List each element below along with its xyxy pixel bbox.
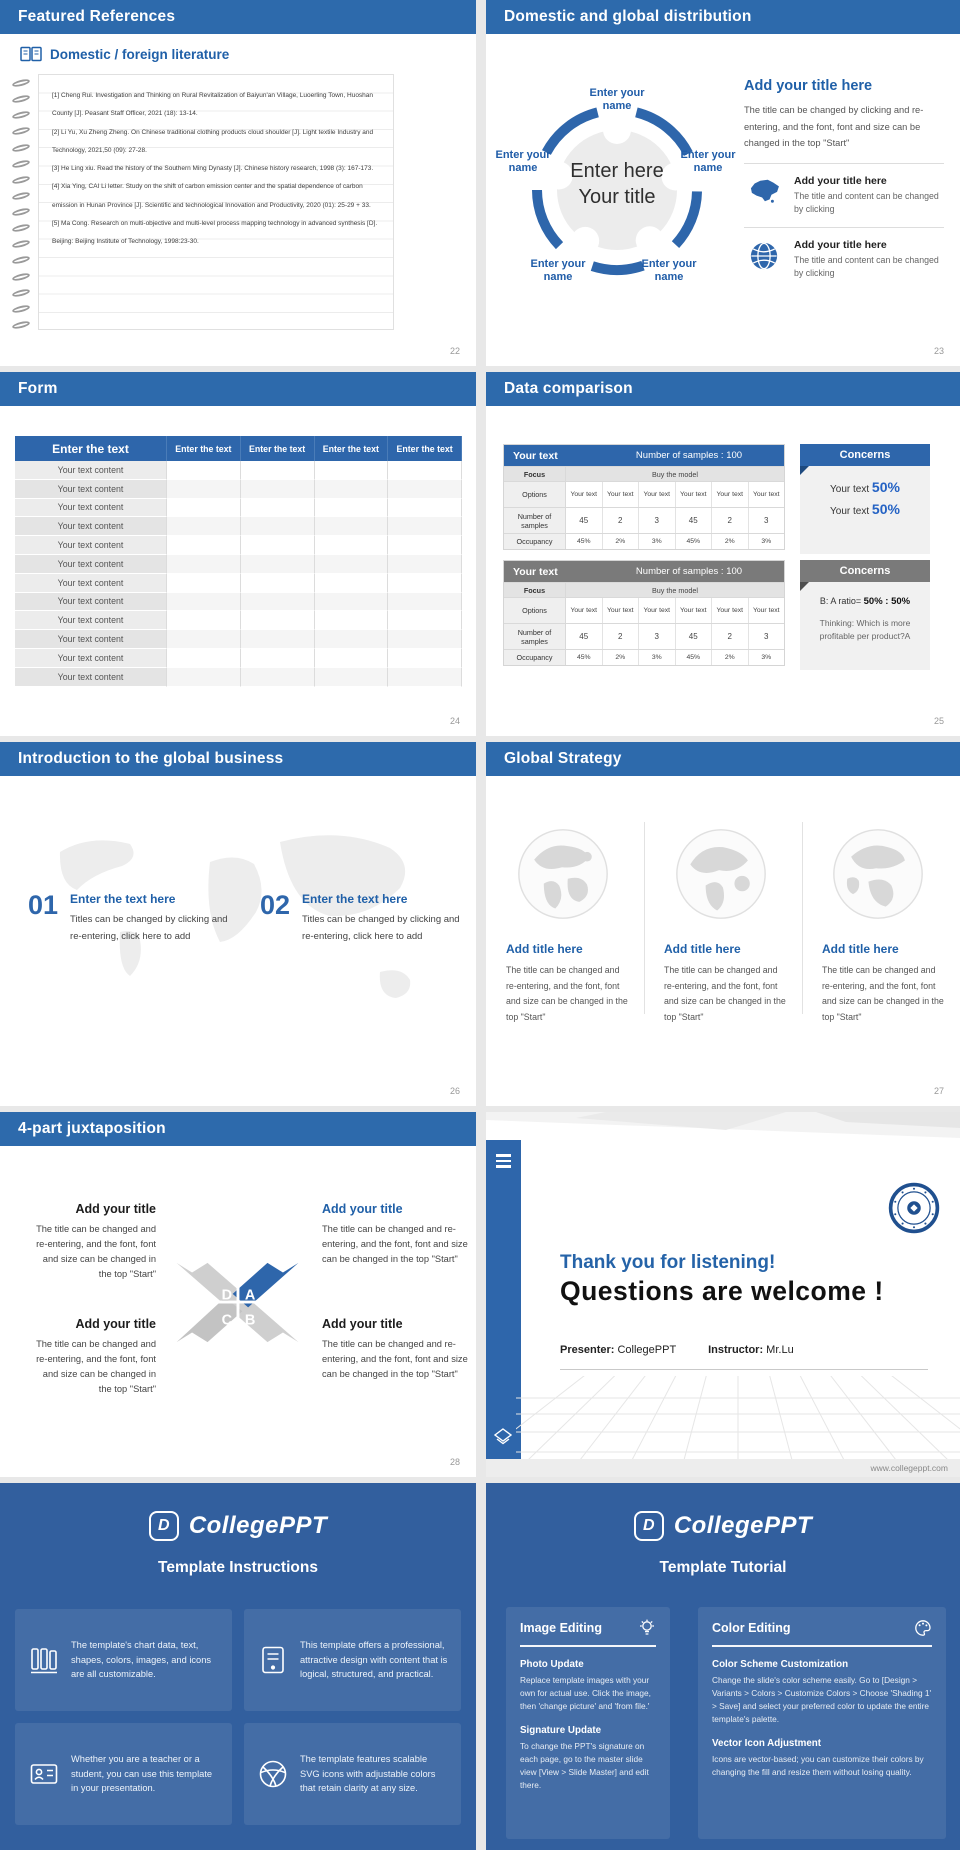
card-header [520, 1619, 656, 1647]
table-row-label: Your text content [15, 649, 167, 668]
section-heading [20, 46, 229, 62]
cell: 2 [603, 624, 640, 649]
quadrant-bottom-right [322, 1317, 472, 1382]
cell: Your text [676, 598, 713, 623]
quadrant-bottom-left [28, 1317, 156, 1397]
table-subtitle: Number of samples : 100 [635, 566, 743, 577]
quadrant-top-right [322, 1202, 472, 1267]
reference-item: [5] Ma Cong. Research on multi-objective and multi-level process mapping technology in advanced synthesis [D]. Beijing: Beijing Institute of Technology, 1998:23-30. [52, 220, 378, 246]
thinking-note: Thinking: Which is more profitable per product?A [819, 618, 911, 641]
panel-item-heading: Add your title here [794, 238, 887, 251]
collegeppt-logo-icon: D [149, 1511, 179, 1541]
logo-row [486, 1511, 960, 1541]
cell: 2% [712, 534, 749, 549]
row-label: Number of samples [504, 508, 566, 533]
top-decoration [486, 1112, 960, 1158]
strategy-column-1 [506, 942, 630, 1025]
page-number: 22 [449, 346, 460, 356]
item-heading: Enter the text here [70, 892, 176, 906]
instruction-card [244, 1609, 461, 1711]
item-body: Icons are vector-based; you can customize their colors by changing the fill and resize them without losing quality. [712, 1754, 924, 1777]
tablet-document-icon [256, 1643, 290, 1677]
cell: 45 [566, 624, 603, 649]
ring-label-bottom-left: Enter your name [530, 258, 586, 283]
lightbulb-icon [638, 1619, 656, 1637]
reference-item: [1] Cheng Rui. Investigation and Thinking on Rural Revitalization of Baiyun'an Village, Luoerling Town, Huoshan County [J]. Peasant Staff Officer, 2021 (18): 13-14. [52, 92, 374, 118]
quadrant-heading: Add your title [322, 1202, 403, 1216]
reference-item: [2] Li Yu, Xu Zheng Zheng. On Chinese traditional clothing products cloud shoulder [J]. Light textile Industry and Technology, 2021,50 (09): 27-28. [52, 128, 374, 154]
slide-26-global-business-intro[interactable] [0, 742, 476, 1106]
quadrant-body: The title can be changed and re-entering, and the font, font and size can be changed in the top "Start" [36, 1224, 156, 1279]
concerns-body [800, 466, 930, 554]
table-row-label: Your text content [15, 517, 167, 536]
thanks-subheadline: Questions are welcome ! [560, 1276, 884, 1306]
cell: 3 [764, 632, 769, 641]
instruction-card [15, 1723, 232, 1825]
column-heading: Add title here [506, 942, 583, 956]
row-label: Number of samples [504, 624, 566, 649]
quadrant-heading: Add your title [75, 1317, 156, 1331]
item-heading: Enter the text here [302, 892, 408, 906]
table-row-label: Your text content [15, 593, 167, 612]
thanks-headline: Thank you for listening! [560, 1252, 776, 1273]
brand-name: CollegePPT [673, 1512, 813, 1539]
ribbon-fold [800, 582, 809, 591]
quadrant-heading: Add your title [75, 1202, 156, 1216]
id-badge-icon [27, 1757, 61, 1791]
logo-row [0, 1511, 476, 1541]
ring-label-left: Enter your name [495, 149, 551, 174]
table-subtitle: Number of samples : 100 [635, 450, 743, 461]
ratio-value: 50% : 50% [863, 596, 911, 607]
slide-28-4-part-juxtaposition[interactable] [0, 1112, 476, 1477]
cell: Your text [676, 482, 713, 507]
item-body: Replace template images with your own for actual use. Click the image, then 'change picture' and 'from file.' [520, 1675, 651, 1711]
instructor-value: Mr.Lu [766, 1344, 794, 1356]
slide-22-featured-references[interactable] [0, 0, 476, 366]
numbered-item-1 [28, 892, 238, 945]
card-text: Whether you are a teacher or a student, you can use this template in your presentation. [71, 1754, 213, 1794]
cell: 3% [639, 650, 676, 665]
column-heading: Add title here [822, 942, 899, 956]
quadrant-top-left [28, 1202, 156, 1282]
cell: 3 [764, 516, 769, 525]
cell: Your text [566, 482, 603, 507]
side-panel [744, 78, 944, 280]
brand-name: CollegePPT [188, 1512, 328, 1539]
card-header [712, 1619, 932, 1647]
form-table [15, 436, 462, 687]
cell: 3 [639, 624, 676, 649]
comparison-table-2 [503, 560, 785, 666]
column-body: The title can be changed and re-entering, and the font, font and size can be changed in the top "Start" [664, 965, 786, 1022]
ratio-prefix: B: A ratio= [819, 596, 864, 606]
cell: Your text [712, 482, 749, 507]
presenter-label: Presenter: [560, 1344, 615, 1356]
item-number: 02 [260, 890, 291, 920]
row-label: Focus [504, 467, 566, 481]
item-label: Photo Update [520, 1659, 584, 1670]
quadrant-heading: Add your title [322, 1317, 403, 1331]
strategy-column-3 [822, 942, 946, 1025]
slide-title: Introduction to the global business [18, 750, 284, 767]
column-divider [644, 822, 645, 1014]
presenter-value: CollegePPT [617, 1344, 676, 1356]
slide-title-bar [486, 0, 960, 34]
table-header-cell: Enter the text [241, 436, 315, 461]
cell: 2 [712, 508, 749, 533]
item-label: Vector Icon Adjustment [712, 1738, 822, 1749]
slide-title: Global Strategy [504, 750, 622, 767]
ring-label-bottom-right: Enter your name [641, 258, 697, 283]
collegeppt-logo-icon: D [634, 1511, 664, 1541]
slide-title-bar [0, 0, 476, 34]
item-number: 01 [28, 890, 59, 920]
diagram-center-text [547, 158, 687, 210]
row-label: Options [504, 598, 566, 623]
gray-globe-icon [830, 826, 926, 922]
diagram-center-line2: Your title [578, 186, 656, 208]
tutorial-card-color-editing [698, 1607, 946, 1839]
concern-text: Your text [830, 506, 870, 517]
table-row-label: Your text content [15, 480, 167, 499]
cell: 45 [566, 508, 603, 533]
item-body: Titles can be changed by clicking and re-entering, click here to add [70, 914, 228, 942]
item-label: Color Scheme Customization [712, 1659, 849, 1670]
ribbon-letter-b: B [244, 1312, 256, 1329]
table-title: Your text [513, 565, 558, 578]
instructor-label: Instructor: [708, 1344, 764, 1356]
slide-template-instructions[interactable] [0, 1483, 476, 1850]
page-number: 28 [449, 1457, 460, 1467]
table-row-label: Your text content [15, 574, 167, 593]
tutorial-item [520, 1659, 656, 1713]
card-title: Color Editing [712, 1621, 791, 1635]
panel-item [744, 239, 944, 280]
slide-thank-you[interactable] [486, 1112, 960, 1477]
concern-percent: 50% [871, 501, 900, 517]
cell: 3% [761, 538, 772, 545]
cell: 3% [761, 654, 772, 661]
concerns-box-2 [800, 560, 930, 670]
chart-elements-icon [27, 1643, 61, 1677]
cell: Your text [752, 491, 780, 498]
slide-title: 4-part juxtaposition [18, 1120, 166, 1137]
instruction-card [15, 1609, 232, 1711]
table-header-cell: Enter the text [388, 436, 462, 461]
reference-item: [3] He Ling xiu. Read the history of the Southern Ming Dynasty [J]. Chinese history research, 1998 (3): 167-173. [52, 165, 374, 173]
tutorial-item [712, 1738, 932, 1779]
slide-title-bar [0, 742, 476, 776]
university-emblem [888, 1182, 940, 1234]
cell: Your text [566, 598, 603, 623]
slide-heading: Template Instructions [158, 1559, 318, 1576]
slide-title: Form [18, 380, 58, 397]
panel-item-body: The title and content can be changed by clicking [794, 254, 939, 278]
quadrant-body: The title can be changed and re-entering, and the font, font and size can be changed in the top "Start" [36, 1339, 156, 1394]
cell: 45% [676, 534, 713, 549]
panel-item [744, 175, 944, 216]
page-number: 23 [933, 346, 944, 356]
table-row-label: Your text content [15, 555, 167, 574]
cell: Your text [639, 598, 676, 623]
concerns-title: Concerns [839, 565, 891, 577]
slide-title-bar [0, 372, 476, 406]
ribbon-letter-c: C [221, 1312, 233, 1329]
row-label: Options [504, 482, 566, 507]
ribbon-fold [800, 466, 809, 475]
tutorial-card-image-editing [506, 1607, 670, 1839]
quadrant-body: The title can be changed and re-entering, and the font, font and size can be changed in the top "Start" [322, 1224, 468, 1264]
column-body: The title can be changed and re-entering, and the font, font and size can be changed in the top "Start" [506, 965, 628, 1022]
cell: 2 [712, 624, 749, 649]
comparison-table-1 [503, 444, 785, 550]
table-row-label: Your text content [15, 668, 167, 687]
row-label: Occupancy [504, 650, 566, 665]
table-header-cell: Enter the text [167, 436, 241, 461]
concerns-title: Concerns [839, 449, 891, 461]
reference-item: [4] Xia Ying, CAI Li letter. Study on the shift of carbon emission center and the spatial dependence of carbon emission in Hunan Province [J]. Scientific and technological Innovation and Productivity, 2020 (01): 25-29 + 33. [52, 183, 371, 209]
card-title: Image Editing [520, 1621, 602, 1635]
row-value: Buy the model [652, 585, 698, 595]
slide-title-bar [486, 372, 960, 406]
divider [744, 227, 944, 228]
slide-title: Data comparison [504, 380, 633, 397]
cell: 45% [566, 650, 603, 665]
cell: 45 [676, 508, 713, 533]
ribbon-letter-d: D [221, 1287, 233, 1304]
concerns-body [800, 582, 930, 670]
cell: 2% [603, 534, 640, 549]
card-text: The template features scalable SVG icons with adjustable colors that retain clarity at any size. [300, 1754, 436, 1794]
presenter-row [560, 1344, 794, 1356]
concerns-header [800, 560, 930, 582]
world-map-watermark [0, 822, 476, 1082]
panel-heading: Add your title here [744, 78, 873, 94]
concern-percent: 50% [871, 479, 900, 495]
numbered-item-2 [260, 892, 470, 945]
table-row-label: Your text content [15, 499, 167, 518]
panel-item-body: The title and content can be changed by clicking [794, 190, 939, 214]
item-body: To change the PPT's signature on each page, go to the master slide view [View > Slide Master] and edit there. [520, 1741, 649, 1790]
vector-ball-icon [256, 1757, 290, 1791]
cell: Your text [603, 482, 640, 507]
card-text: This template offers a professional, attractive design with content that is logical, structured, and practical. [300, 1640, 448, 1680]
slide-27-global-strategy[interactable] [486, 742, 960, 1106]
spiral-binding [12, 80, 30, 328]
slide-23-domestic-global-distribution[interactable] [486, 0, 960, 366]
cell: 45% [566, 534, 603, 549]
slide-title-bar [0, 1112, 476, 1146]
perspective-grid-decoration [516, 1376, 960, 1460]
slide-24-form[interactable] [0, 372, 476, 736]
slide-footer [486, 1459, 960, 1477]
instruction-card [244, 1723, 461, 1825]
table-header-cell: Enter the text [15, 436, 167, 461]
slide-title-bar [486, 742, 960, 776]
tutorial-item [520, 1725, 656, 1792]
concern-text: Your text [830, 484, 870, 495]
china-map-icon [744, 175, 784, 205]
table-row-label: Your text content [15, 536, 167, 555]
column-heading: Add title here [664, 942, 741, 956]
row-label: Occupancy [504, 534, 566, 549]
item-label: Signature Update [520, 1725, 602, 1736]
book-icon [20, 46, 42, 62]
quadrant-body: The title can be changed and re-entering, and the font, font and size can be changed in the top "Start" [322, 1339, 468, 1379]
ribbon-letter-a: A [244, 1287, 256, 1304]
slide-title: Domestic and global distribution [504, 8, 752, 25]
column-body: The title can be changed and re-entering, and the font, font and size can be changed in the top "Start" [822, 965, 944, 1022]
page-number: 27 [933, 1086, 944, 1096]
slide-title: Featured References [18, 8, 176, 25]
cell: Your text [712, 598, 749, 623]
page-number: 26 [449, 1086, 460, 1096]
page-number: 25 [933, 716, 944, 726]
table-header-cell: Enter the text [315, 436, 389, 461]
page-number: 24 [449, 716, 460, 726]
ring-label-top: Enter your name [589, 87, 645, 112]
references-panel [38, 74, 394, 330]
table-row-label: Your text content [15, 611, 167, 630]
concerns-header [800, 444, 930, 466]
website-link[interactable]: www.collegeppt.com [870, 1463, 948, 1473]
menu-icon [496, 1154, 511, 1171]
globe-icon [744, 239, 784, 271]
slide-heading: Template Tutorial [659, 1559, 787, 1576]
column-divider [802, 822, 803, 1014]
divider [744, 163, 944, 164]
card-text: The template's chart data, text, shapes, colors, images, and icons are all customizable. [71, 1640, 212, 1680]
cell: 2% [712, 650, 749, 665]
row-value: Buy the model [652, 469, 698, 479]
item-body: Change the slide's color scheme easily. Go to [Design > Variants > Colors > Customize Colors > Choose 'Shading 1' > Save] and select your preferred color to update the entire template's palette. [712, 1675, 932, 1724]
gray-globe-icon [515, 826, 611, 922]
palette-icon [914, 1619, 932, 1637]
section-title: Domestic / foreign literature [50, 46, 230, 62]
slide-25-data-comparison[interactable] [486, 372, 960, 736]
cell: 45% [676, 650, 713, 665]
concerns-box-1 [800, 444, 930, 554]
divider-rule [560, 1369, 928, 1370]
row-label: Focus [504, 583, 566, 597]
table-title: Your text [513, 449, 558, 462]
instruction-cards [15, 1609, 461, 1825]
gray-globe-icon [673, 826, 769, 922]
ring-label-right: Enter your name [680, 149, 736, 174]
strategy-column-2 [664, 942, 788, 1025]
cell: Your text [752, 607, 780, 614]
panel-item-heading: Add your title here [794, 174, 887, 187]
x-ribbon-diagram [165, 1257, 310, 1349]
diagram-center-line1: Enter here [570, 160, 664, 182]
item-body: Titles can be changed by clicking and re-entering, click here to add [302, 914, 460, 942]
cell: 2 [603, 508, 640, 533]
tutorial-item [712, 1659, 932, 1726]
cell: 3 [639, 508, 676, 533]
table-row-label: Your text content [15, 630, 167, 649]
table-row-label: Your text content [15, 461, 167, 480]
cell: Your text [603, 598, 640, 623]
layers-diamond-icon [494, 1428, 512, 1448]
cell: 3% [639, 534, 676, 549]
cell: Your text [639, 482, 676, 507]
cell: 45 [676, 624, 713, 649]
panel-body: The title can be changed by clicking and re-entering, and the font, font and size can be changed in the top "Start" [744, 105, 924, 148]
slide-template-tutorial[interactable] [486, 1483, 960, 1850]
cell: 2% [603, 650, 640, 665]
